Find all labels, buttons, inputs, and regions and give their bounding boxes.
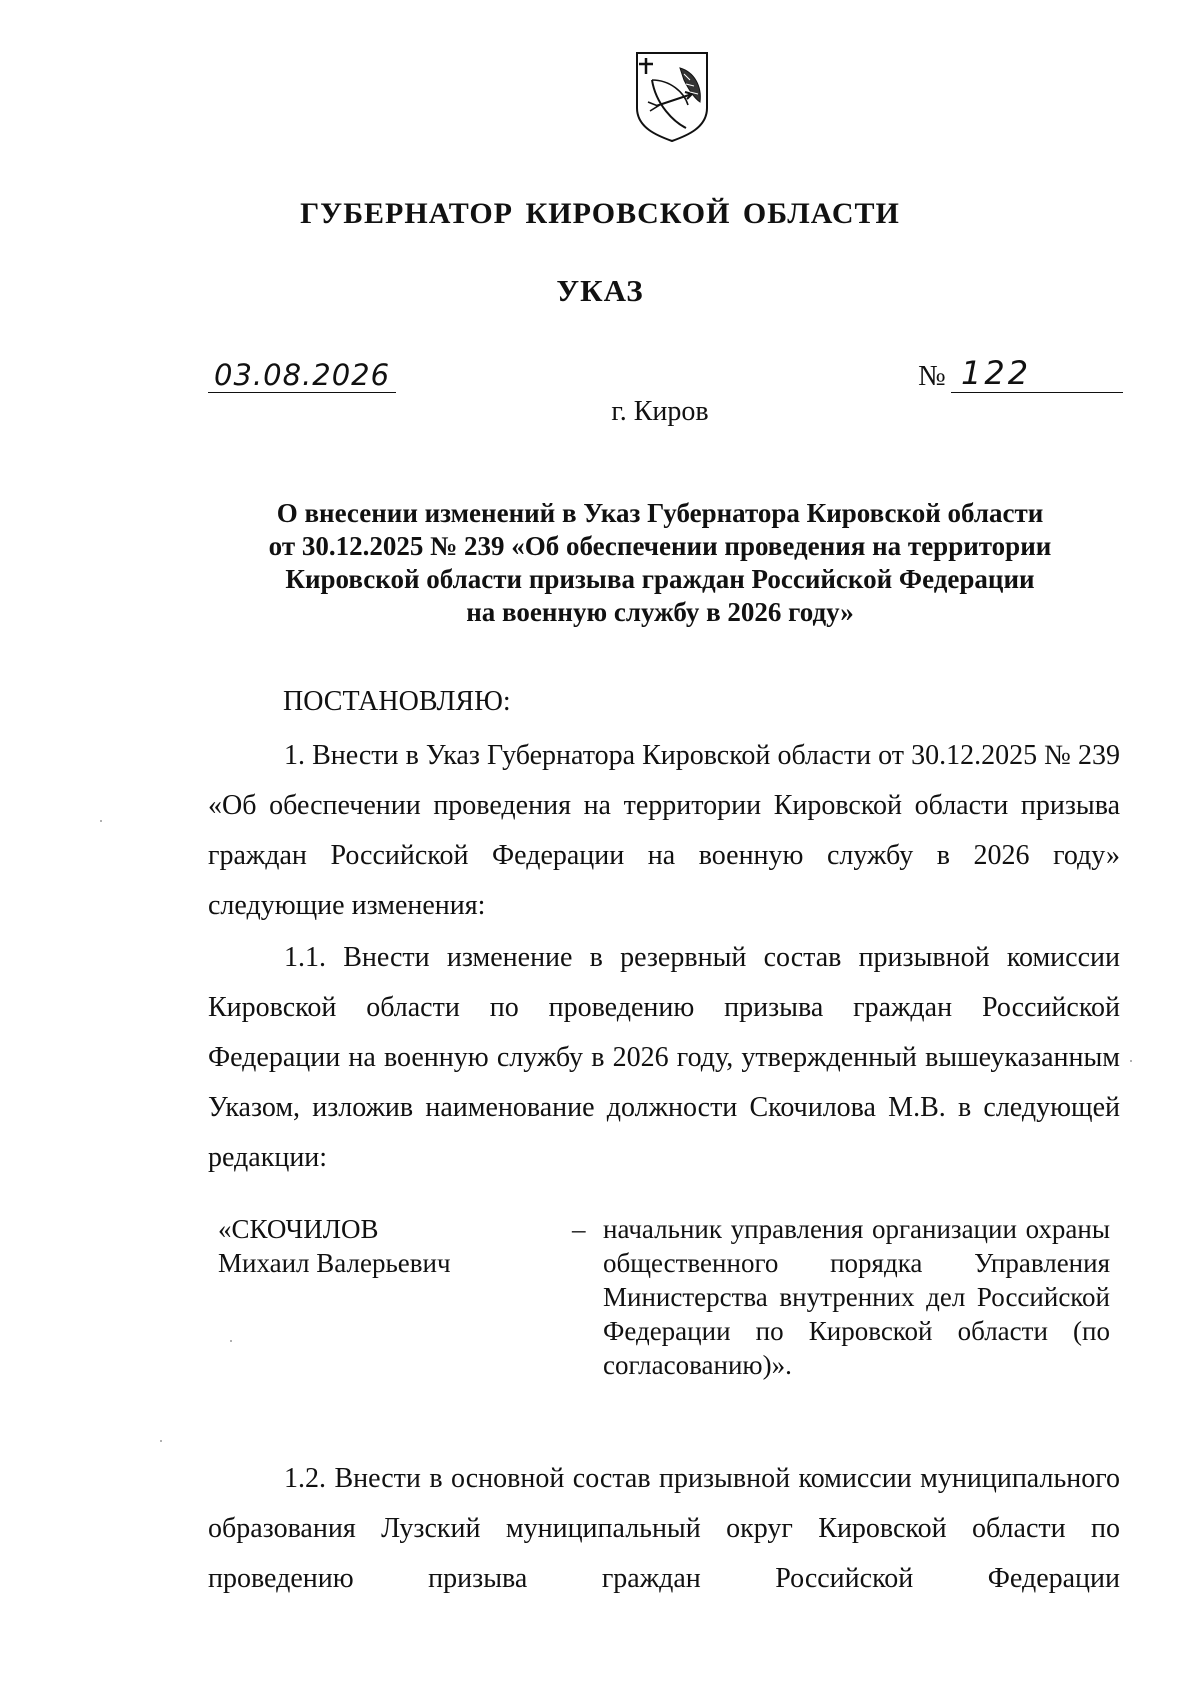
subject-line: О внесении изменений в Указ Губернатора Кировской области xyxy=(276,498,1044,528)
member-position: начальник управления организации охраны общественного порядка Управления Министерства внутренних дел Российской Федерации по Кировской области (по согласованию)». xyxy=(603,1214,1110,1380)
paragraph-1-1: 1.1. Внести изменение в резервный состав призывной комиссии Кировской области по проведению призыва граждан Российской Федерации на военную службу в 2026 году, утвержденный вышеуказанным Указом, изложив наименование должности Скочилова М.В. в следующей редакции: xyxy=(208,942,1120,1173)
organization-title: ГУБЕРНАТОР КИРОВСКОЙ ОБЛАСТИ xyxy=(300,197,900,230)
city: г. Киров xyxy=(611,396,709,427)
member-dash: – xyxy=(572,1214,586,1244)
subject-line: на военную службу в 2026 году» xyxy=(466,597,854,627)
subject-line: Кировской области призыва граждан Российской Федерации xyxy=(285,564,1035,594)
document-subject xyxy=(200,497,1120,629)
paragraph-1: 1. Внести в Указ Губернатора Кировской области от 30.12.2025 № 239 «Об обеспечении проведения на территории Кировской области призыва граждан Российской Федерации на военную службу в 2026 году» следующие изменения: xyxy=(208,740,1120,921)
number-sign: № xyxy=(918,360,946,392)
scan-speck xyxy=(1130,1060,1132,1062)
scan-speck xyxy=(160,1440,162,1442)
subject-line: от 30.12.2025 № 239 «Об обеспечении проведения на территории xyxy=(268,531,1052,561)
member-name xyxy=(218,1212,451,1280)
paragraph-1-2: 1.2. Внести в основной состав призывной комиссии муниципального образования Лузский муниципальный округ Кировской области по проведению призыва граждан Российской Федерации xyxy=(208,1463,1120,1594)
member-surname: «СКОЧИЛОВ xyxy=(218,1214,379,1244)
date-field xyxy=(208,356,396,393)
document-number: 122 xyxy=(961,354,1032,392)
document-date: 03.08.2026 xyxy=(214,358,391,392)
kirov-coat-of-arms-icon xyxy=(634,50,710,144)
document-type: УКАЗ xyxy=(556,273,644,308)
member-given-names: Михаил Валерьевич xyxy=(218,1248,451,1278)
number-field xyxy=(951,356,1123,393)
decree-word: ПОСТАНОВЛЯЮ: xyxy=(283,686,511,717)
scan-speck xyxy=(100,820,102,822)
scan-speck xyxy=(230,1340,232,1342)
